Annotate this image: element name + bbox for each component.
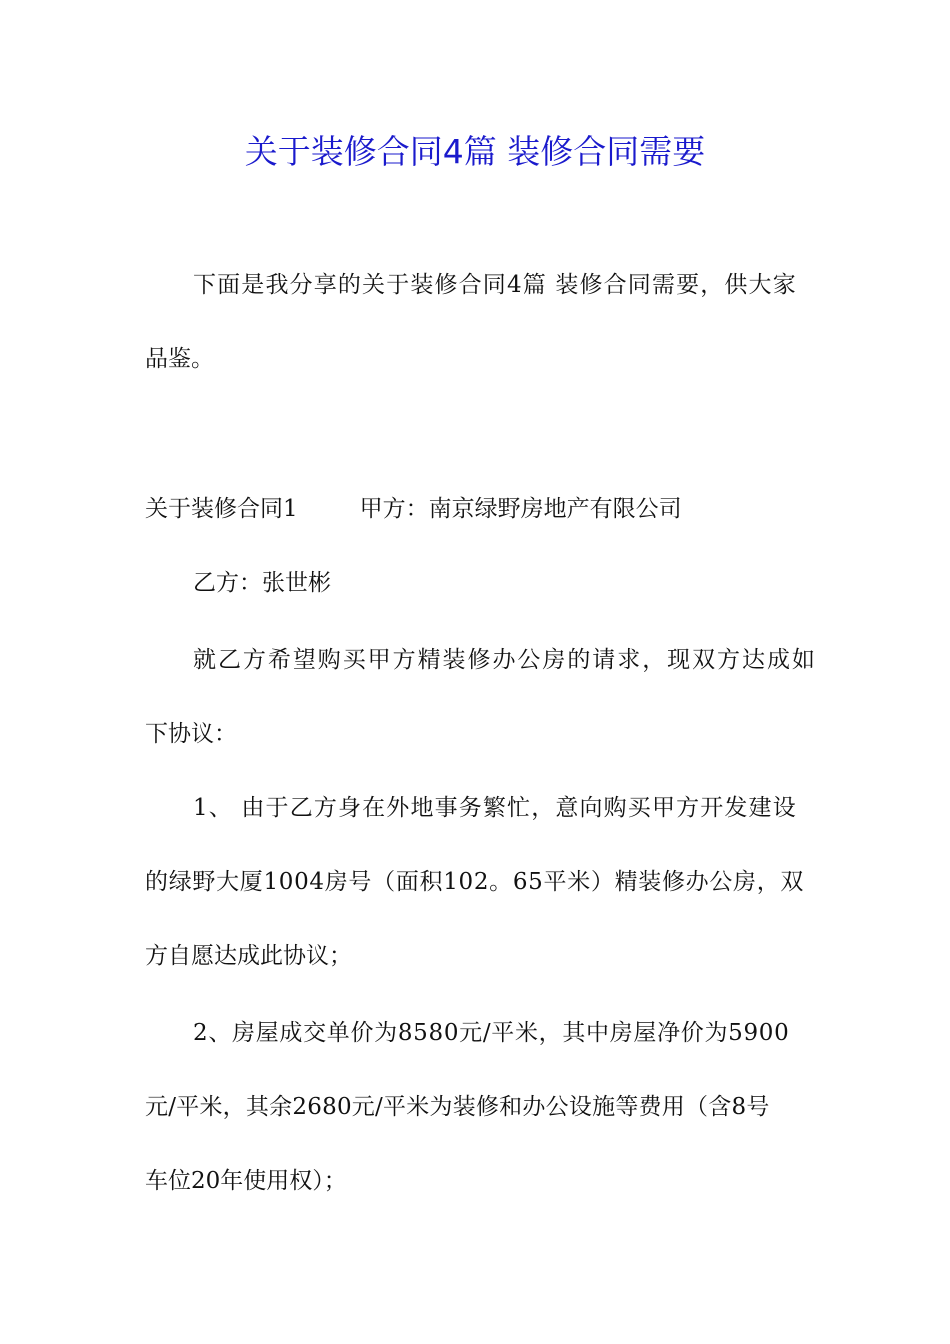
clause-1-line-2: 的绿野大厦1004房号（面积102。65平米）精装修办公房，双 [145, 869, 805, 895]
party-b: 乙方：张世彬 [193, 570, 331, 596]
intro-line-1: 下面是我分享的关于装修合同4篇 装修合同需要，供大家 [193, 272, 797, 298]
preamble-line-1: 就乙方希望购买甲方精装修办公房的请求，现双方达成如 [193, 647, 817, 673]
clause-2-line-1: 2、房屋成交单价为8580元/平米，其中房屋净价为5900 [193, 1020, 790, 1046]
intro-line-2: 品鉴。 [145, 346, 214, 372]
clause-2-line-3: 车位20年使用权）； [145, 1168, 347, 1194]
party-a: 甲方：南京绿野房地产有限公司 [359, 496, 682, 522]
clause-1-line-1: 1、 由于乙方身在外地事务繁忙，意向购买甲方开发建设 [193, 795, 797, 821]
preamble-line-2: 下协议： [145, 721, 237, 747]
document-title: 关于装修合同4篇 装修合同需要 [244, 132, 706, 171]
clause-1-line-3: 方自愿达成此协议； [145, 943, 352, 969]
clause-2-line-2: 元/平米，其余2680元/平米为装修和办公设施等费用（含8号 [145, 1094, 770, 1120]
contract-heading-line [145, 494, 682, 524]
contract-heading: 关于装修合同1 [145, 496, 298, 522]
